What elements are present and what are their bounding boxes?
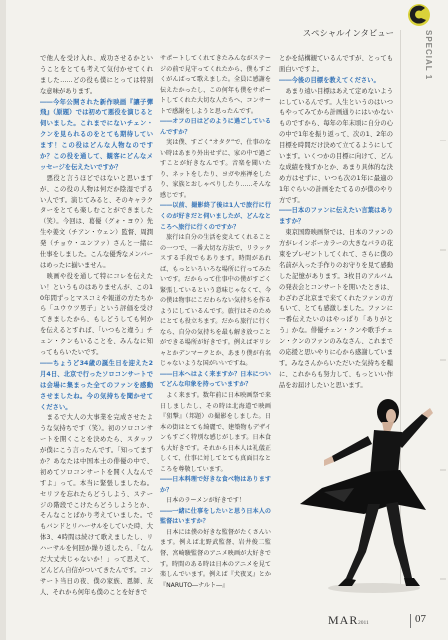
answer-paragraph: 実は僕、すごく“オタク”で、仕事のない時はあまり外出せずに、家の中で過ごすことが好きなんです。音楽を聞いたり、ネットをしたり、ヨガや座禅をしたり、家族とおしゃべりしたり……そんな感じです。 bbox=[160, 139, 271, 199]
side-tick-marks bbox=[440, 140, 446, 580]
section-side-label: SPECIAL 1 bbox=[424, 30, 433, 81]
answer-paragraph: 悪役と言うほどではないと思いますが、この役の人物は何だか陰湿でずるい人です。演じてみると、そのキャラクターをとても楽しむことができました（笑）。今回は、葛優（グォ・ヨウ）先生や姜文（チアン・ウェン）監督、周潤発（チョウ・ユンファ）さんと一緒に仕事をしました。こんな優秀なメンバーはめったに揃いません。 bbox=[40, 174, 153, 269]
article-column-3 bbox=[279, 54, 393, 392]
answer-paragraph: あまり遠い目標はあえて定めないようにしているんです。人生というのはいつもやってみてから計画通りにはいかないものですから、毎年の年末頃に自分の心の中で1年を振り返って、次の1、2年の目標を時間だけ決めて立てるようにしています。いくつかの目標に向けて、どんな成績を残すかとか、あまり具体的な決め方はせずに、いつも次の1年に最適の1年ぐらいの計画をたてるのが僕のやり方です。 bbox=[279, 87, 393, 204]
magazine-logo-icon bbox=[404, 2, 434, 28]
issue-year: 2011 bbox=[358, 620, 369, 626]
interview-question: ――今後の目標を教えてください。 bbox=[279, 76, 380, 84]
answer-paragraph: まるで大人の大事業を完成させたような気持ちです（笑）。初のソロコンサートを開くことを決めたら、スタッフが僕にこう言ったんです。「知ってますか？あなたは中国本土の俳優の中で、初めてソロコンサートを開く人なんですよ」って。本当に緊張しましたね。セリフを忘れたらどうしよう、ステージの階段でこけたらどうしようとか、そんなことばかり考えていました。でもバンドとリハーサルをしていた時、大体3、4時間は続けて歌えましたし、リハーサルを何回か繰り返したら、「なんだ大丈夫じゃないか！」って思えて、どんどん自信がついてきたんです。コンサート当日の夜、僕の家族、恩師、友人、それから何年も僕のことを好きで bbox=[40, 414, 153, 596]
answer-paragraph: 日本には僕の好きな監督がたくさんいます。例えば北野武監督、岩井俊二監督、宮崎駿監督のアニメ映画が大好きです。時間のある時は日本のアニメを見て楽しんでいます。例えば『犬夜叉』とか『NARUTO―ナルト―』 bbox=[160, 528, 271, 589]
interview-question: ――日本へはよく来ますか？日本についてどんな印象を持っていますか？ bbox=[160, 370, 271, 389]
answer-paragraph: 日本のラーメンが好きです！ bbox=[160, 497, 246, 505]
answer-paragraph: 東京国際映画祭では、日本のファンの方がレインボーカラーの大きなバラの花束をプレゼントしてくれて、さらに僕の名前が入った手作りのお守りを見て感動した記憶があります。3枚目のアルバムの発表会とコンサートを開いたときは、わざわざ北京まで来てくれたファンの方もいて、とても感激しました。ファンに一番伝えたいのはやっぱり「ありがとう」かな。俳優チェン・クンや歌手チェン・クンのファンのみなさん、これまでの応援と思いやりに心から感謝しています。みなさんからいただいた気持ちを糧に、これからも努力して、もっといい作品をお届けしたいと思います。 bbox=[279, 229, 393, 389]
answer-paragraph: サポートしてくれてきたみんながステージの前で見守ってくれたから、僕もすごくがんばって歌えました。全員に感謝を伝えたかったし、この何年も僕をサポートしてくれた大切な人たちへ、コンサートで感謝をしようと思ったんです。 bbox=[160, 55, 271, 115]
interview-question: ――ちょうど34歳の誕生日を迎えた2月4日、北京で行ったソロコンサートでは会場に集まった全てのファンを感動させましたね。今の気持ちを聞かせてください。 bbox=[40, 359, 153, 411]
interview-question: ――以前、撮影終了後は1人で旅行に行くのが好きだと伺いましたが、どんなところへ旅行に行くのですか？ bbox=[160, 202, 271, 231]
photo-dancer-in-black bbox=[294, 392, 438, 596]
article-column-1 bbox=[40, 54, 153, 610]
answer-paragraph: とかを結構観ているんですが、とっても面白いですよ。 bbox=[279, 55, 393, 73]
article-column-2 bbox=[160, 54, 271, 610]
answer-paragraph: 映画や役を通して特にコレを伝えたい！というものはありませんが、この10年間ずっとマスコミや報道の方たちから「ユウウツ男子」という評価を受けてきましたから、もしどうしても何かを伝えるとすれば、「いつもと違う」チェン・クンもいることを、みんなに知ってもらいたいです。 bbox=[40, 272, 153, 357]
page-number: 07 bbox=[415, 613, 426, 625]
interview-question: ――オフの日はどのように過ごしているんですか？ bbox=[160, 118, 271, 136]
footer-divider bbox=[410, 614, 411, 628]
interview-question: ――日本のファンに伝えたい言葉はありますか？ bbox=[279, 207, 393, 226]
answer-paragraph: よく来ます。数年前に日本映画祭で来日しましたし、その時は北海道で映画『狙撃』（邦題）の撮影をしました。日本の街はとても綺麗で、建築物もデザインもすごく特別な感じがします。日本食も大好きです。それから日本人は礼儀正しくて、仕事に対してとても真面目なところを尊敬しています。 bbox=[160, 392, 271, 473]
section-header-title: スペシャルインタビュー bbox=[302, 28, 394, 38]
interview-question: ――今年公開された新作映画『讓子彈飛』（原題）では初めて悪役を演じると伺いました。これまでにないチェン・クンを見られるのをとても期待しています！この役はどんな人物なのですか？この役を通して、観客にどんなメッセージを伝えたいですか？ bbox=[40, 98, 153, 171]
scan-edge-shadow bbox=[0, 0, 6, 640]
issue-month: MAR bbox=[328, 613, 359, 627]
answer-paragraph: 旅行は自分の生活を変えてくれることの一つで、一番大切な方法で、リラックスする手段でもあります。時間があれば、もっといろいろな場所に行ってみたいです。だからって仕事中の僕がすごく緊張しているという意味じゃなくて、今の僕は物事にこだわらない気持ちを作るようにしているんです。旅行はそのためにとても役立ちます。だから旅行に行くなら、自分の気持ちを最も解き放つことができる場所が好きです。例えばギリシャとかデンマークとか、あまり僕が有名じゃないような国がいいですね。 bbox=[160, 234, 271, 368]
answer-paragraph: で他人を受け入れ、成功させるかということをとても考えて気付かせてくれました……どの役も僕にとっては特別な意味があります。 bbox=[40, 55, 153, 95]
interview-question: ――日本料理で好きな食べ物はありますか？ bbox=[160, 476, 271, 494]
interview-question: ――一緒に仕事をしたいと思う日本人の監督はいますか？ bbox=[160, 507, 271, 526]
